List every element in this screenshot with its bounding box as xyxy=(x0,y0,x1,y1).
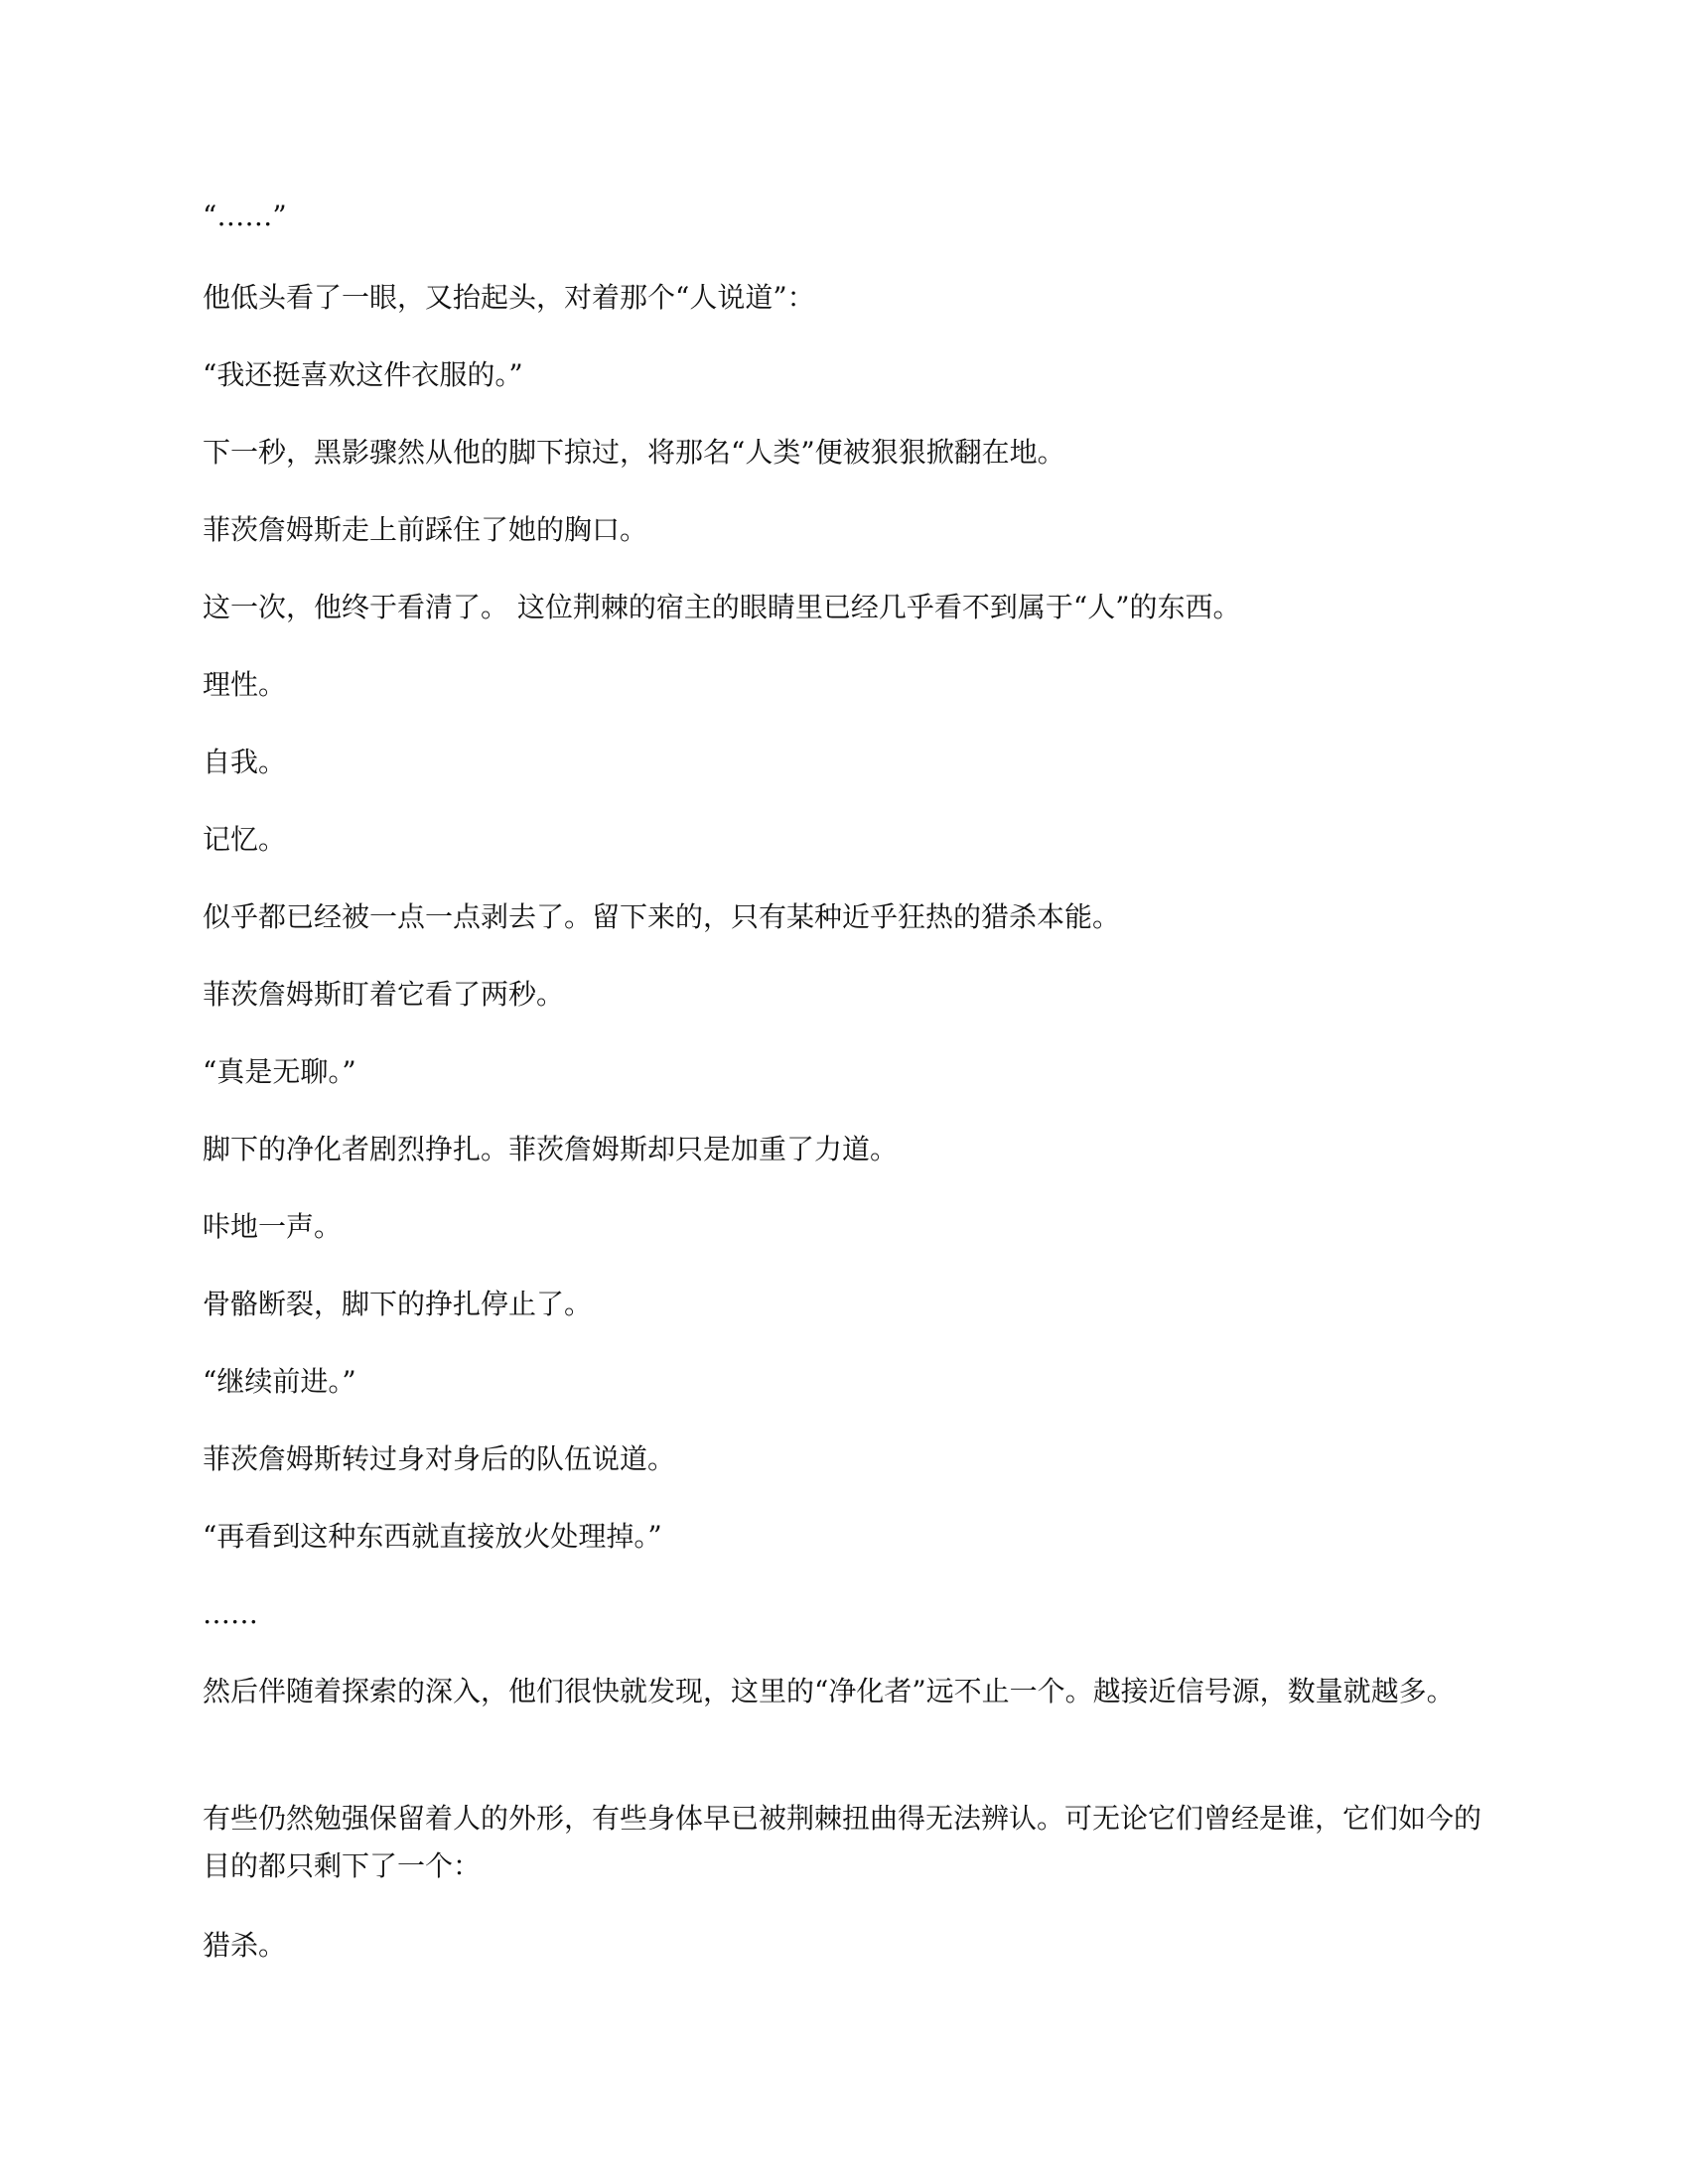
paragraph-15: 骨骼断裂，脚下的挣扎停止了。 xyxy=(203,1288,593,1320)
paragraph-16: “继续前进。” xyxy=(203,1365,356,1398)
paragraph-21: 有些仍然勉强保留着人的外形，有些身体早已被荆棘扭曲得无法辨认。可无论它们曾经是谁，它们如今的目的都只剩下了一个： xyxy=(203,1802,1482,1882)
paragraph-13: 脚下的净化者剧烈挣扎。菲茨詹姆斯却只是加重了力道。 xyxy=(203,1133,899,1165)
paragraph-14: 咔地一声。 xyxy=(203,1210,343,1243)
paragraph-1: “……” xyxy=(203,200,287,232)
paragraph-2: 他低头看了一眼，又抬起头，对着那个“人说道”： xyxy=(203,281,815,314)
paragraph-4: 下一秒，黑影骤然从他的脚下掠过，将那名“人类”便被狠狠掀翻在地。 xyxy=(203,436,1065,469)
paragraph-12: “真是无聊。” xyxy=(203,1055,356,1088)
paragraph-3: “我还挺喜欢这件衣服的。” xyxy=(203,358,523,391)
paragraph-22: 猎杀。 xyxy=(203,1929,287,1962)
paragraph-19: …… xyxy=(203,1597,258,1630)
paragraph-8: 自我。 xyxy=(203,746,287,778)
paragraph-17: 菲茨詹姆斯转过身对身后的队伍说道。 xyxy=(203,1442,676,1475)
paragraph-18: “再看到这种东西就直接放火处理掉。” xyxy=(203,1520,662,1553)
paragraph-5: 菲茨詹姆斯走上前踩住了她的胸口。 xyxy=(203,513,648,546)
paragraph-6: 这一次，他终于看清了。 这位荆棘的宿主的眼睛里已经几乎看不到属于“人”的东西。 xyxy=(203,591,1241,623)
paragraph-10: 似乎都已经被一点一点剥去了。留下来的，只有某种近乎狂热的猎杀本能。 xyxy=(203,900,1121,933)
paragraph-7: 理性。 xyxy=(203,668,287,701)
paragraph-11: 菲茨詹姆斯盯着它看了两秒。 xyxy=(203,978,565,1011)
paragraph-9: 记忆。 xyxy=(203,823,287,856)
paragraph-20: 然后伴随着探索的深入，他们很快就发现，这里的“净化者”远不止一个。越接近信号源，数量就越多。 xyxy=(203,1675,1455,1707)
